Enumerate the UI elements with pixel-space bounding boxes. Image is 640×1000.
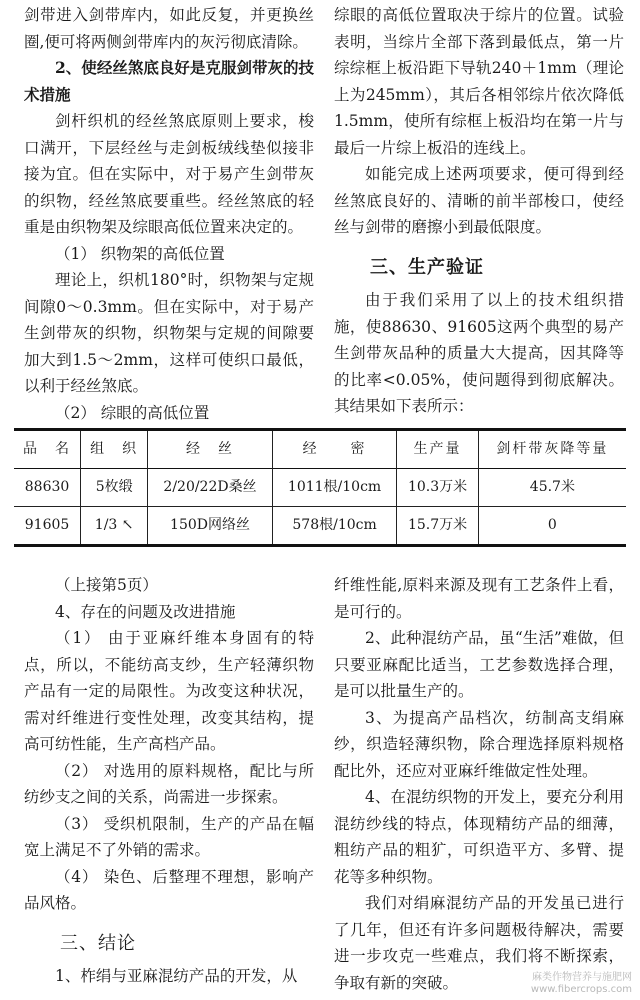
paragraph: （4） 染色、后整理不理想，影响产品风格。 <box>24 867 314 912</box>
table-cell: 10.3万米 <box>397 469 478 507</box>
table-cell: 578根/10cm <box>272 507 397 546</box>
bottom-left-column <box>24 572 314 990</box>
header-cell: 生产量 <box>397 430 478 469</box>
table-cell: 91605 <box>24 517 70 534</box>
paragraph: 如能完成上述两项要求，便可得到经丝煞底良好的、清晰的前半部梭口，使经丝与剑带的磨擦小到最低限度。 <box>334 165 624 236</box>
paragraph: 剑带进入剑带库内，如此反复，并更换丝圈,便可将两侧剑带库内的灰污彻底清除。 <box>24 6 314 51</box>
paragraph: （3） 受织机限制，生产的产品在幅宽上满足不了外销的需求。 <box>24 814 314 859</box>
subheading: （2） 综眼的高低位置 <box>55 403 210 422</box>
subheading: 2、使经丝煞底良好是克服剑带灰的技术措施 <box>24 58 314 104</box>
paragraph: 2、此种混纺产品，虽“生活”难做，但只要亚麻配比适当，工艺参数选择合理，是可以批量生产的。 <box>334 629 624 700</box>
paragraph: 1、柞绢与亚麻混纺产品的开发，从 <box>55 967 298 985</box>
top-right-column <box>334 2 624 420</box>
subheading: （1） 织物架的高低位置 <box>55 244 225 263</box>
paragraph: 纤维性能,原料来源及现有工艺条件上看，是可行的。 <box>334 576 624 621</box>
paragraph: 综眼的高低位置取决于综片的位置。试验表明，当综片全部下落到最低点，第一片综综框上板沿距下导轨240＋1mm（理论上为245mm），其后各相邻综片依次降低1.5mm，使所有综框上板沿均在第一片与最后一片综上板沿的连线上。 <box>334 6 624 157</box>
table-cell: 5枚缎 <box>81 469 148 507</box>
top-left-column <box>24 2 314 426</box>
bottom-right-column <box>334 572 624 996</box>
results-table <box>14 428 626 547</box>
watermark-line: www.fibercrops.com <box>530 984 632 995</box>
table-cell: 150D网络丝 <box>148 507 273 546</box>
section-heading: 三、结论 <box>60 932 136 954</box>
table-row <box>14 507 626 546</box>
paragraph: 由于我们采用了以上的技术组织措施，使88630、91605这两个典型的易产生剑带灰品种的质量大大提高，因其降等的比率<0.05%，使问题得到彻底解决。其结果如下表所示： <box>334 291 624 415</box>
subheading: 4、存在的问题及改进措施 <box>55 602 236 621</box>
table-cell: 15.7万米 <box>397 507 478 546</box>
table-header-row <box>14 430 626 469</box>
table-cell: 2/20/22D桑丝 <box>148 469 273 507</box>
paragraph: 3、为提高产品档次，纺制高支绢麻纱，织造轻薄织物，除合理选择原料规格配比外，还应对亚麻纤维做定性处理。 <box>334 708 624 780</box>
header-cell: 经 密 <box>272 430 397 469</box>
paragraph: （1） 由于亚麻纤维本身固有的特点，所以，不能纺高支纱，生产轻薄织物产品有一定的局限性。为改变这种状况，需对纤维进行变性处理，改变其结构，提高可纺性能，生产高档产品。 <box>24 629 314 753</box>
paragraph: 理论上，织机180°时，织物架与定规间隙0～0.3mm。但在实际中，对于易产生剑带灰的织物，织物架与定规的间隙要加大到1.5～2mm，这样可使织口最低，以利于经丝煞底。 <box>24 271 314 395</box>
paragraph: 4、在混纺织物的开发上，要充分利用混纺纱线的特点，体现精纺产品的细薄，粗纺产品的粗犷，可织造平方、多臂、提花等多种织物。 <box>334 788 624 886</box>
header-cell: 组 织 <box>81 430 148 469</box>
watermark-line: 麻类作物营养与施肥网 <box>532 972 632 983</box>
continued-note: （上接第5页） <box>55 576 158 594</box>
header-cell: 经 丝 <box>148 430 273 469</box>
paragraph: 我们对绢麻混纺产品的开发虽已进行了几年，但还有许多问题极待解决，需要进一步攻克一些难点，我们将不断探索，争取有新的突破。 <box>334 894 624 992</box>
section-heading: 三、生产验证 <box>370 256 484 278</box>
table-cell: 0 <box>478 507 626 546</box>
paragraph: 剑杆织机的经丝煞底原则上要求，梭口满开，下层经丝与走剑板绒线垫似接非接为宜。但在实际中，对于易产生剑带灰的织物，经丝煞底要重些。经丝煞底的轻重是由织物架及综眼高低位置来决定的。 <box>24 112 314 236</box>
header-cell: 剑杆带灰降等量 <box>478 430 626 469</box>
table-cell: 88630 <box>24 479 70 496</box>
watermark <box>531 972 632 996</box>
table-cell: 1011根/10cm <box>272 469 397 507</box>
table-cell: 1/3 ↖ <box>81 507 148 546</box>
header-cell: 品 名 <box>23 441 72 458</box>
table-cell: 45.7米 <box>478 469 626 507</box>
table-row <box>14 469 626 507</box>
paragraph: （2） 对选用的原料规格，配比与所纺纱支之间的关系，尚需进一步探索。 <box>24 761 314 806</box>
